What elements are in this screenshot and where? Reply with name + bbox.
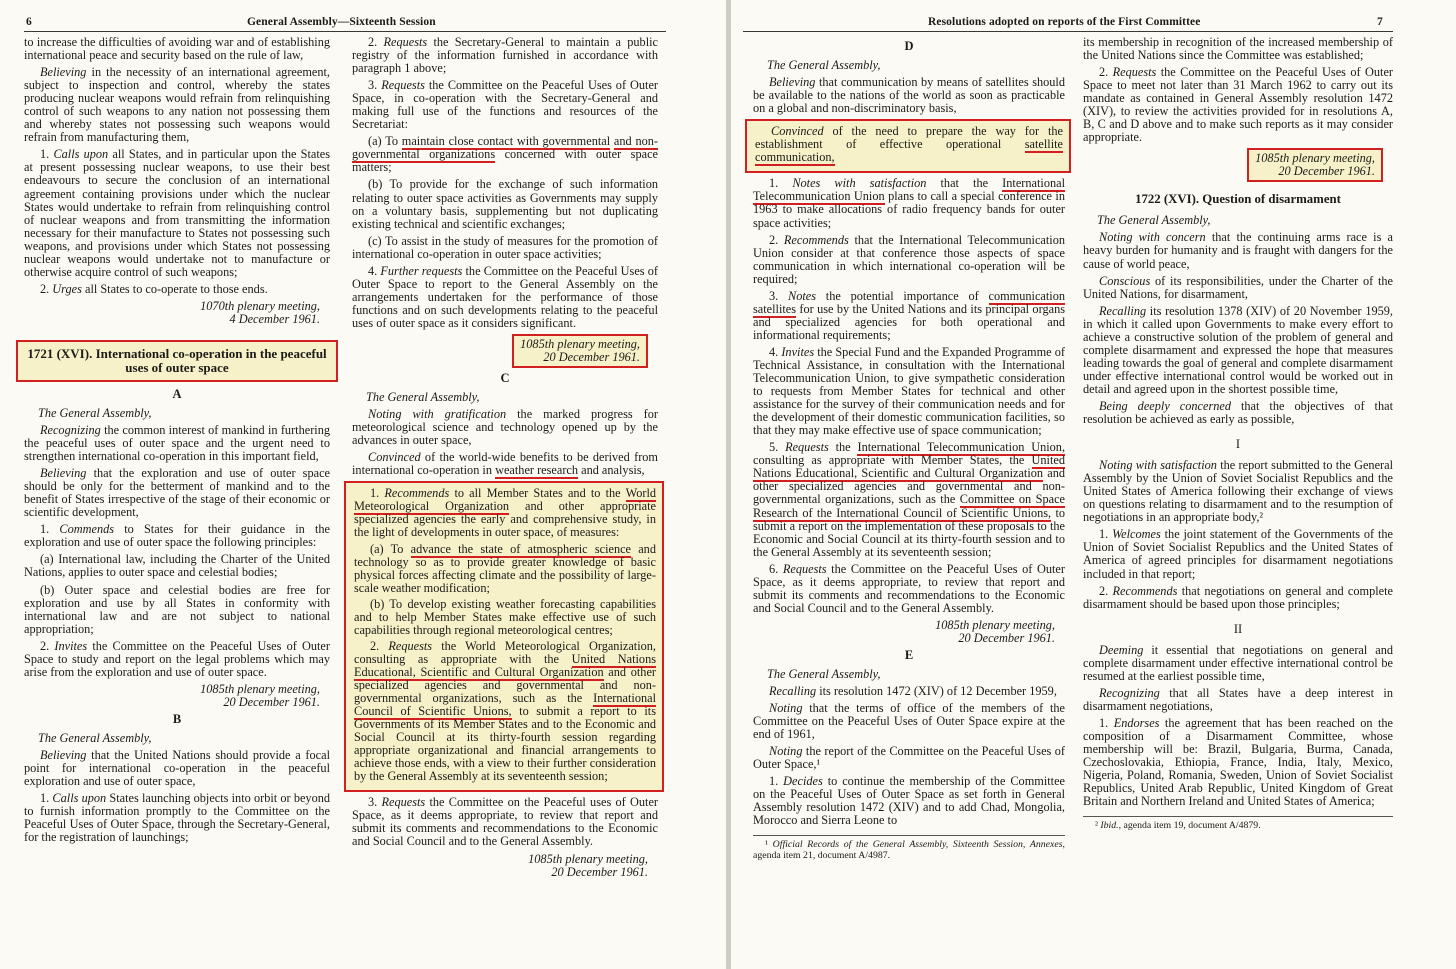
- paragraph: 1. Endorses the agreement that has been reached on the composition of a Disarmament Committee, whose membership will be: Brazil, Bulgaria, Burma, Canada, Czechoslovakia, Ethiopia, France, India, Italy, Mexico, Nigeria, Poland, Romania, Sweden, Union of Soviet Socialist Republics, United Arab Republic, United Kingdom of Great Britain and Northern Ireland and United States of America;: [1083, 715, 1393, 809]
- highlighted-signature-box: 1085th plenary meeting, 20 December 1961.: [512, 334, 648, 368]
- part-heading-i: I: [1235, 437, 1241, 452]
- underline-annotation: maintain close contact with governmental: [401, 134, 611, 149]
- paragraph: 3. Requests the Committee on the Peaceful uses of Outer Space, as it deems appropriate, to review that report and submit its comments and recommendations to the Economic and Social Council and to the General Assembly.: [352, 795, 658, 849]
- paragraph: Deeming it essential that negotiations on general and complete disarmament under effective international control be resumed at the earliest possible time,: [1083, 642, 1393, 683]
- section-heading-d: D: [904, 39, 914, 53]
- running-header: Resolutions adopted on reports of the First Committee: [928, 16, 1201, 28]
- paragraph: (c) To assist in the study of measures for the promotion of international co-operation in outer space activities;: [352, 233, 658, 261]
- paragraph: 1. Commends to States for their guidance in the exploration and use of outer space the following principles:: [24, 522, 330, 550]
- general-assembly-heading: The General Assembly,: [767, 666, 881, 681]
- general-assembly-heading: The General Assembly,: [38, 730, 152, 745]
- paragraph: (a) To maintain close contact with governmental and non-governmental organizations concerned with outer space matters;: [352, 134, 658, 175]
- paragraph: 3. Notes the potential importance of communication satellites for use by the United Nations and its principal organs and specialized agencies for both operational and informational requirements;: [753, 288, 1065, 342]
- paragraph: 1. Welcomes the joint statement of the Governments of the Union of Soviet Socialist Republics and the United States of America of agreed principles for disarmament negotiations included in that report;: [1083, 527, 1393, 581]
- header-rule: [24, 31, 666, 32]
- paragraph: 1. Calls upon all States, and in particular upon the States at present possessing nuclear weapons, to use their best endeavours to secure the conclusion of an international agreement containing provisions under which the nuclear States would undertake to refrain from relinquishing control of nuclear weapons and from transmitting the information necessary for their manufacture to States not possessing such weapons, and provisions under which States not possessing nuclear weapons would undertake not to manufacture or otherwise acquire control of such weapons;: [24, 147, 331, 279]
- underline-annotation: International Council of Scientific Unions,: [354, 691, 656, 719]
- paragraph: Recalling its resolution 1472 (XIV) of 12 December 1959,: [769, 683, 1057, 698]
- paragraph: Noting with concern that the continuing arms race is a heavy burden for humanity and is fraught with dangers for the cause of world peace,: [1083, 230, 1393, 271]
- paragraph: 5. Requests the International Telecommunication Union, consulting as appropriate with Member States, the United Nations Educational, Scientific and Cultural Organization and other specialized agencies and governmental and non-governmental organizations, such as the Committee on Space Research of the International Council of Scientific Unions, to submit a report on the implementation of these proposals to the Economic and Social Council at its thirty-fourth session and to the General Assembly at its seventeenth session;: [753, 440, 1066, 559]
- paragraph: 4. Invites the Special Fund and the Expanded Programme of Technical Assistance, in consultation with the International Telecommunication Union, to give sympathetic consideration to requests from Member States for technical and other assistance for the survey of their communication needs and for the development of their domestic communication facilities, so that they may make effective use of space communication;: [753, 344, 1065, 438]
- underline-annotation: weather research: [495, 463, 579, 478]
- underline-annotation: advance the state of atmospheric science: [410, 541, 632, 556]
- highlighted-block-c: [344, 481, 664, 792]
- section-heading-b: B: [172, 711, 182, 726]
- paragraph: (b) To provide for the exchange of such information relating to outer space activities as Governments may supply on a voluntary basis, supplementing but not duplicating existing technical and scientific exchanges;: [352, 177, 658, 231]
- page-number: 7: [1377, 16, 1383, 28]
- underline-annotation: International Telecommunication Union: [753, 176, 1065, 204]
- paragraph: Believing that communication by means of satellites should be available to the nations of the world as soon as practicable on a global and non-discriminatory basis,: [753, 75, 1065, 116]
- section-heading-e: E: [904, 647, 914, 662]
- paragraph: Conscious of its responsibilities, under the Charter of the United Nations, for disarmament,: [1083, 273, 1393, 301]
- part-heading-ii: II: [1233, 621, 1243, 636]
- paragraph: Believing that the United Nations should provide a focal point for international co-operation in the peaceful exploration and use of outer space,: [24, 747, 330, 789]
- footnote-1: ¹ Official Records of the General Assembly, Sixteenth Session, Annexes, agenda item 21, document A/4987.: [753, 835, 1065, 861]
- section-heading-c: C: [500, 370, 510, 385]
- paragraph: Noting the report of the Committee on the Peaceful Uses of Outer Space,¹: [753, 744, 1065, 772]
- underline-annotation: International Telecommunication Union,: [857, 440, 1066, 455]
- paragraph: Believing that the exploration and use of outer space should be only for the betterment of mankind and to the benefit of States irrespective of the stage of their economic or scientific development,: [24, 466, 330, 520]
- paragraph: 2. Requests the Committee on the Peaceful Uses of Outer Space to meet not later than 31 March 1962 to carry out its mandate as contained in General Assembly resolution 1472 (XIV), to review the activities provided for in resolutions A, B, C and D above and to make such reports as it may consider appropriate.: [1083, 65, 1393, 145]
- right-column-2: [1083, 36, 1393, 831]
- paragraph: 3. Requests the Committee on the Peaceful Uses of Outer Space, in co-operation with the Secretary-General and making full use of the functions and resources of the Secretariat:: [352, 78, 658, 132]
- section-heading-a: A: [172, 386, 182, 401]
- general-assembly-heading: The General Assembly,: [1097, 213, 1211, 228]
- paragraph: Noting with satisfaction the report submitted to the General Assembly by the Union of Soviet Socialist Republics and the United States of America following their exchange of views on questions relating to disarmament and to the resumption of negotiations in an appropriate body,²: [1083, 458, 1393, 525]
- paragraph: 1. Decides to continue the membership of the Committee on the Peaceful Uses of Outer Space as set forth in General Assembly resolution 1472 (XIV) and to add Chad, Mongolia, Morocco and Sierra Leone to: [753, 774, 1066, 828]
- general-assembly-heading: The General Assembly,: [767, 58, 881, 73]
- left-column-2: [352, 36, 658, 883]
- paragraph: 2. Urges all States to co-operate to those ends.: [40, 281, 268, 296]
- meeting-signature: 1085th plenary meeting, 20 December 1961.: [528, 851, 648, 879]
- paragraph: 6. Requests the Committee on the Peaceful Uses of Outer Space, as it deems appropriate, to review that report and submit its comments and recommendations to the Economic and Social Council and to the General Assembly.: [753, 561, 1065, 615]
- paragraph: 2. Recommends that negotiations on general and complete disarmament should be based upon those principles;: [1083, 583, 1394, 611]
- paragraph: 2. Requests the World Meteorological Organization, consulting as appropriate with the United Nations Educational, Scientific and Cultural Organization and other specialized agencies and governmental and non-governmental organizations, such as the International Council of Scientific Unions, to submit a report to its Governments of its Member States and to the Economic and Social Council at its thirty-fourth session regarding appropriate organizational and financial arrangements to achieve those ends, with a view to their further consideration by the General Assembly at its seventeenth session;: [354, 638, 657, 784]
- left-column-1: [24, 36, 330, 848]
- page-left: [0, 0, 726, 969]
- general-assembly-heading: The General Assembly,: [38, 405, 152, 420]
- page-right: [731, 0, 1456, 969]
- paragraph: 1. Recommends to all Member States and to the World Meteorological Organization and other appropriate specialized agencies the early and comprehensive study, in the light of developments in outer space, of measures:: [354, 486, 657, 540]
- paragraph: Noting with gratification the marked progress for meteorological science and technology opened up by the advances in outer space,: [352, 407, 659, 448]
- underline-annotation: communication satellites: [753, 288, 1065, 316]
- paragraph: Being deeply concerned that the objectives of that resolution be achieved as early as possible,: [1083, 398, 1393, 427]
- meeting-signature: [1083, 148, 1383, 182]
- paragraph: 1. Notes with satisfaction that the International Telecommunication Union plans to call a special conference in 1963 to make allocations of radio frequency bands for outer space activities;: [753, 176, 1065, 230]
- paragraph: (a) International law, including the Charter of the United Nations, applies to outer space and celestial bodies;: [24, 552, 330, 580]
- footnote-2: ² Ibid., agenda item 19, document A/4879.: [1083, 816, 1393, 831]
- general-assembly-heading: The General Assembly,: [366, 390, 480, 405]
- header-rule: [743, 31, 1393, 32]
- paragraph: its membership in recognition of the increased membership of the United Nations since the Committee was established;: [1083, 35, 1393, 63]
- highlighted-signature-box: 1085th plenary meeting, 20 December 1961.: [1247, 148, 1383, 182]
- underline-annotation: Committee on Space Research of the International Council of Scientific Unions,: [753, 492, 1066, 520]
- paragraph: to increase the difficulties of avoiding war and of establishing international peace and security based on the rule of law,: [24, 35, 330, 63]
- paragraph: (b) To develop existing weather forecasting capabilities and to help Member States make effective use of such capabilities through regional meteorological centres;: [354, 596, 656, 637]
- paragraph: 2. Requests the Secretary-General to maintain a public registry of the information furnished in accordance with paragraph 1 above;: [352, 35, 658, 76]
- paragraph: (b) Outer space and celestial bodies are free for exploration and use by all States in conformity with international law and are not subject to national appropriation;: [24, 582, 330, 636]
- right-column-1: [753, 36, 1065, 861]
- paragraph: Recalling its resolution 1378 (XIV) of 20 November 1959, in which it called upon Governments to make every effort to achieve a constructive solution of the problem of general and complete disarmament and expressed the hope that measures leading towards the goal of general and complete disarmament under effective international control would be worked out in detail and agreed upon in the shortest possible time,: [1083, 303, 1393, 396]
- highlighted-block-d: [745, 119, 1071, 173]
- paragraph: 1. Calls upon States launching objects into orbit or beyond to furnish information promptly to the Committee on the Peaceful Uses of Outer Space, through the Secretary-General, for the registration of launchings;: [24, 791, 331, 845]
- paragraph: Believing in the necessity of an international agreement, subject to inspection and control, whereby the states producing nuclear weapons would refrain from relinquishing control of such weapons to any nation not possessing them and whereby states not possessing such weapons would refrain from manufacturing them,: [24, 65, 330, 145]
- paragraph: Noting that the terms of office of the members of the Committee on the Peaceful Uses of Outer Space expire at the end of 1961,: [753, 701, 1065, 742]
- paragraph: Convinced of the need to prepare the way for the establishment of effective operational satellite communication,: [755, 124, 1063, 165]
- paragraph: 2. Recommends that the International Telecommunication Union consider at that conference those aspects of space communication in which international co-operation will be required;: [753, 232, 1065, 286]
- resolution-title-1722: 1722 (XVI). Question of disarmament: [1135, 192, 1341, 207]
- underline-annotation: United Nations Educational, Scientific and Cultural Organization: [753, 453, 1065, 481]
- page-number: 6: [26, 16, 32, 28]
- paragraph: 2. Invites the Committee on the Peaceful Uses of Outer Space to study and report on the legal problems which may arise from the exploration and use of outer space.: [24, 638, 330, 679]
- paragraph: Recognizing the common interest of mankind in furthering the peaceful uses of outer space and the urgent need to strengthen international co-operation in this important field,: [24, 422, 330, 464]
- paragraph: (a) To advance the state of atmospheric science and technology so as to provide greater knowledge of basic physical forces affecting climate and the possibility of large-scale weather modification;: [354, 541, 656, 595]
- paragraph: 4. Further requests the Committee on the Peaceful Uses of Outer Space to report to the General Assembly on the arrangements undertaken for the performance of those functions and on such developments relating to the peaceful uses of outer space as it considers significant.: [352, 263, 658, 330]
- meeting-signature: 1070th plenary meeting, 4 December 1961.: [200, 298, 320, 326]
- underline-annotation: and non-governmental organizations: [352, 134, 658, 162]
- paragraph: Convinced of the world-wide benefits to be derived from international co-operation in weather research and analysis,: [352, 450, 658, 478]
- meeting-signature: 1085th plenary meeting, 20 December 1961.: [935, 617, 1055, 645]
- running-header: General Assembly—Sixteenth Session: [247, 16, 436, 28]
- meeting-signature: [352, 334, 648, 368]
- resolution-title-1721: 1721 (XVI). International co-operation in the peaceful uses of outer space: [16, 340, 338, 382]
- paragraph: Recognizing that all States have a deep interest in disarmament negotiations,: [1083, 685, 1393, 713]
- underline-annotation: satellite communication,: [755, 137, 1063, 165]
- meeting-signature: 1085th plenary meeting, 20 December 1961.: [200, 681, 320, 709]
- underline-annotation: United Nations Educational, Scientific and Cultural Organization: [354, 651, 656, 679]
- underline-annotation: World Meteorological Organization: [354, 486, 657, 514]
